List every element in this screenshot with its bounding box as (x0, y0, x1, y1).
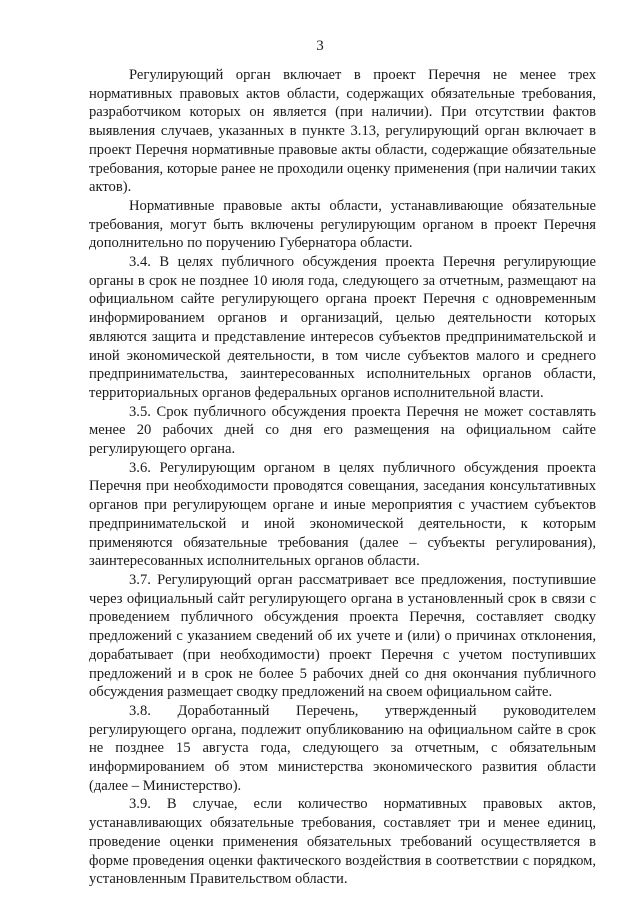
paragraph-inclusion-of-acts: Регулирующий орган включает в проект Перечня не менее трех нормативных правовых актов области, содержащих обязательные требования, разработчиком которых он является (при наличии). При отсутствии фактов выявления случаев, указанных в пункте 3.13, регулирующий орган включает в проект Перечня нормативные правовые акты области, содержащие обязательные требования, которые ранее не проходили оценку применения (при наличии таких актов). (89, 67, 596, 196)
page-number: 3 (316, 38, 324, 54)
paragraph-3-7: 3.7. Регулирующий орган рассматривает все предложения, поступившие через официальный сайт регулирующего органа в установленный срок в связи с проведением публичного обсуждения проекта Перечня, составляет сводку предложений с указанием сведений об их учете и (или) о причинах отклонения, дорабатывает (при необходимости) проект Перечня с учетом поступивших предложений и в срок не более 5 рабочих дней со дня окончания публичного обсуждения размещает сводку предложений на своем официальном сайте. (89, 571, 596, 701)
paragraph-3-6: 3.6. Регулирующим органом в целях публичного обсуждения проекта Перечня при необходимости проводятся совещания, заседания консультативных органов при регулирующем органе и иные мероприятия с участием субъектов предпринимательской и иной экономической деятельности, к которым применяются обязательные требования (далее – субъекты регулирования), заинтересованных исполнительных органов области. (89, 459, 596, 570)
paragraph-3-9: 3.9. В случае, если количество нормативных правовых актов, устанавливающих обязательные требования, составляет три и менее единиц, проведение оценки применения обязательных требований осуществляется в форме проведения оценки фактического воздействия в соответствии с порядком, установленным Правительством области. (89, 796, 596, 888)
paragraph-3-5: 3.5. Срок публичного обсуждения проекта Перечня не может составлять менее 20 рабочих дней со дня его размещения на официальном сайте регулирующего органа. (89, 403, 596, 458)
paragraph-3-8: 3.8. Доработанный Перечень, утвержденный руководителем регулирующего органа, подлежит опубликованию на официальном сайте в срок не позднее 15 августа года, следующего за отчетным, с обязательным информированием об этом министерства экономического развития области (далее – Министерство). (89, 702, 596, 794)
document-body (89, 66, 596, 889)
paragraph-3-4: 3.4. В целях публичного обсуждения проекта Перечня регулирующие органы в срок не позднее 10 июля года, следующего за отчетным, размещают на официальном сайте регулирующего органа проект Перечня с одновременным информированием органов и организаций, целью деятельности которых являются защита и представление интересов субъектов предпринимательской и иной экономической деятельности, в том числе субъектов малого и среднего предпринимательства, заинтересованных исполнительных органов области, территориальных органов федеральных органов исполнительной власти. (89, 254, 596, 401)
paragraph-governor-instruction: Нормативные правовые акты области, устанавливающие обязательные требования, могут быть включены регулирующим органом в проект Перечня дополнительно по поручению Губернатора области. (89, 197, 596, 252)
